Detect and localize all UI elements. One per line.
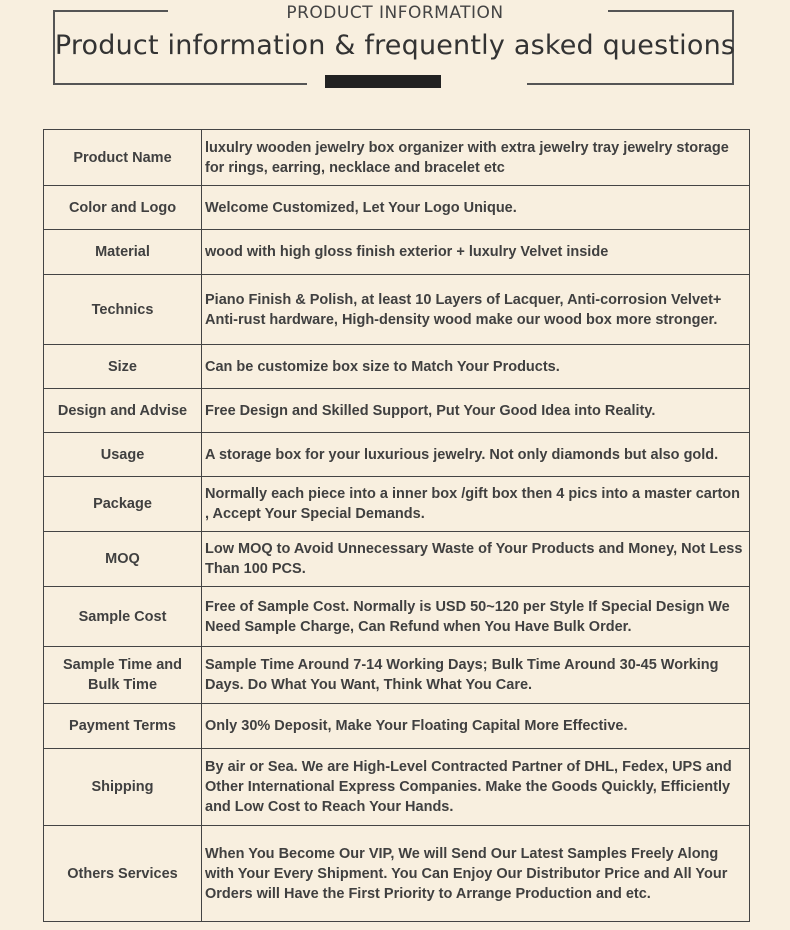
- frame-bottom-right-line: [527, 83, 734, 85]
- row-label: Product Name: [44, 130, 202, 186]
- section-subtitle: PRODUCT INFORMATION: [286, 3, 504, 23]
- row-label: Color and Logo: [44, 186, 202, 230]
- row-value: A storage box for your luxurious jewelry. Not only diamonds but also gold.: [202, 433, 750, 477]
- row-label: MOQ: [44, 532, 202, 587]
- product-info-table: [43, 129, 750, 922]
- frame-bottom-left-line: [53, 83, 307, 85]
- row-label: Payment Terms: [44, 704, 202, 749]
- row-label: Shipping: [44, 749, 202, 826]
- row-value: Low MOQ to Avoid Unnecessary Waste of Your Products and Money, Not Less Than 100 PCS.: [202, 532, 750, 587]
- row-value: When You Become Our VIP, We will Send Our Latest Samples Freely Along with Your Every Shipment. You Can Enjoy Our Distributor Price and All Your Orders will Have the First Priority to Arrange Production and etc.: [202, 826, 750, 922]
- row-value: wood with high gloss finish exterior + luxulry Velvet inside: [202, 230, 750, 275]
- row-value: luxulry wooden jewelry box organizer with extra jewelry tray jewelry storage for rings, earring, necklace and bracelet etc: [202, 130, 750, 186]
- table-row: [44, 433, 750, 477]
- table-row: [44, 477, 750, 532]
- title-accent-bar: [325, 75, 441, 88]
- table-row: [44, 345, 750, 389]
- table-row: [44, 275, 750, 345]
- table-row: [44, 532, 750, 587]
- table-row: [44, 647, 750, 704]
- page-title: Product information & frequently asked questions: [54, 30, 736, 61]
- page-header: [0, 0, 790, 100]
- row-label: Sample Time and Bulk Time: [44, 647, 202, 704]
- row-value: Free of Sample Cost. Normally is USD 50~120 per Style If Special Design We Need Sample Charge, Can Refund when You Have Bulk Order.: [202, 587, 750, 647]
- row-value: Free Design and Skilled Support, Put Your Good Idea into Reality.: [202, 389, 750, 433]
- row-value: Sample Time Around 7-14 Working Days; Bulk Time Around 30-45 Working Days. Do What You Want, Think What You Care.: [202, 647, 750, 704]
- table-row: [44, 749, 750, 826]
- table-row: [44, 587, 750, 647]
- table-row: [44, 130, 750, 186]
- row-label: Others Services: [44, 826, 202, 922]
- table-row: [44, 186, 750, 230]
- row-value: Piano Finish & Polish, at least 10 Layers of Lacquer, Anti-corrosion Velvet+ Anti-rust hardware, High-density wood make our wood box more stronger.: [202, 275, 750, 345]
- row-label: Package: [44, 477, 202, 532]
- row-label: Size: [44, 345, 202, 389]
- row-label: Design and Advise: [44, 389, 202, 433]
- row-label: Material: [44, 230, 202, 275]
- table-row: [44, 230, 750, 275]
- row-label: Usage: [44, 433, 202, 477]
- row-value: Welcome Customized, Let Your Logo Unique.: [202, 186, 750, 230]
- row-value: Only 30% Deposit, Make Your Floating Capital More Effective.: [202, 704, 750, 749]
- table-row: [44, 826, 750, 922]
- row-value: Can be customize box size to Match Your Products.: [202, 345, 750, 389]
- table-row: [44, 704, 750, 749]
- row-label: Technics: [44, 275, 202, 345]
- table-row: [44, 389, 750, 433]
- row-value: By air or Sea. We are High-Level Contracted Partner of DHL, Fedex, UPS and Other International Express Companies. Make the Goods Quickly, Efficiently and Low Cost to Reach Your Hands.: [202, 749, 750, 826]
- row-value: Normally each piece into a inner box /gift box then 4 pics into a master carton , Accept Your Special Demands.: [202, 477, 750, 532]
- row-label: Sample Cost: [44, 587, 202, 647]
